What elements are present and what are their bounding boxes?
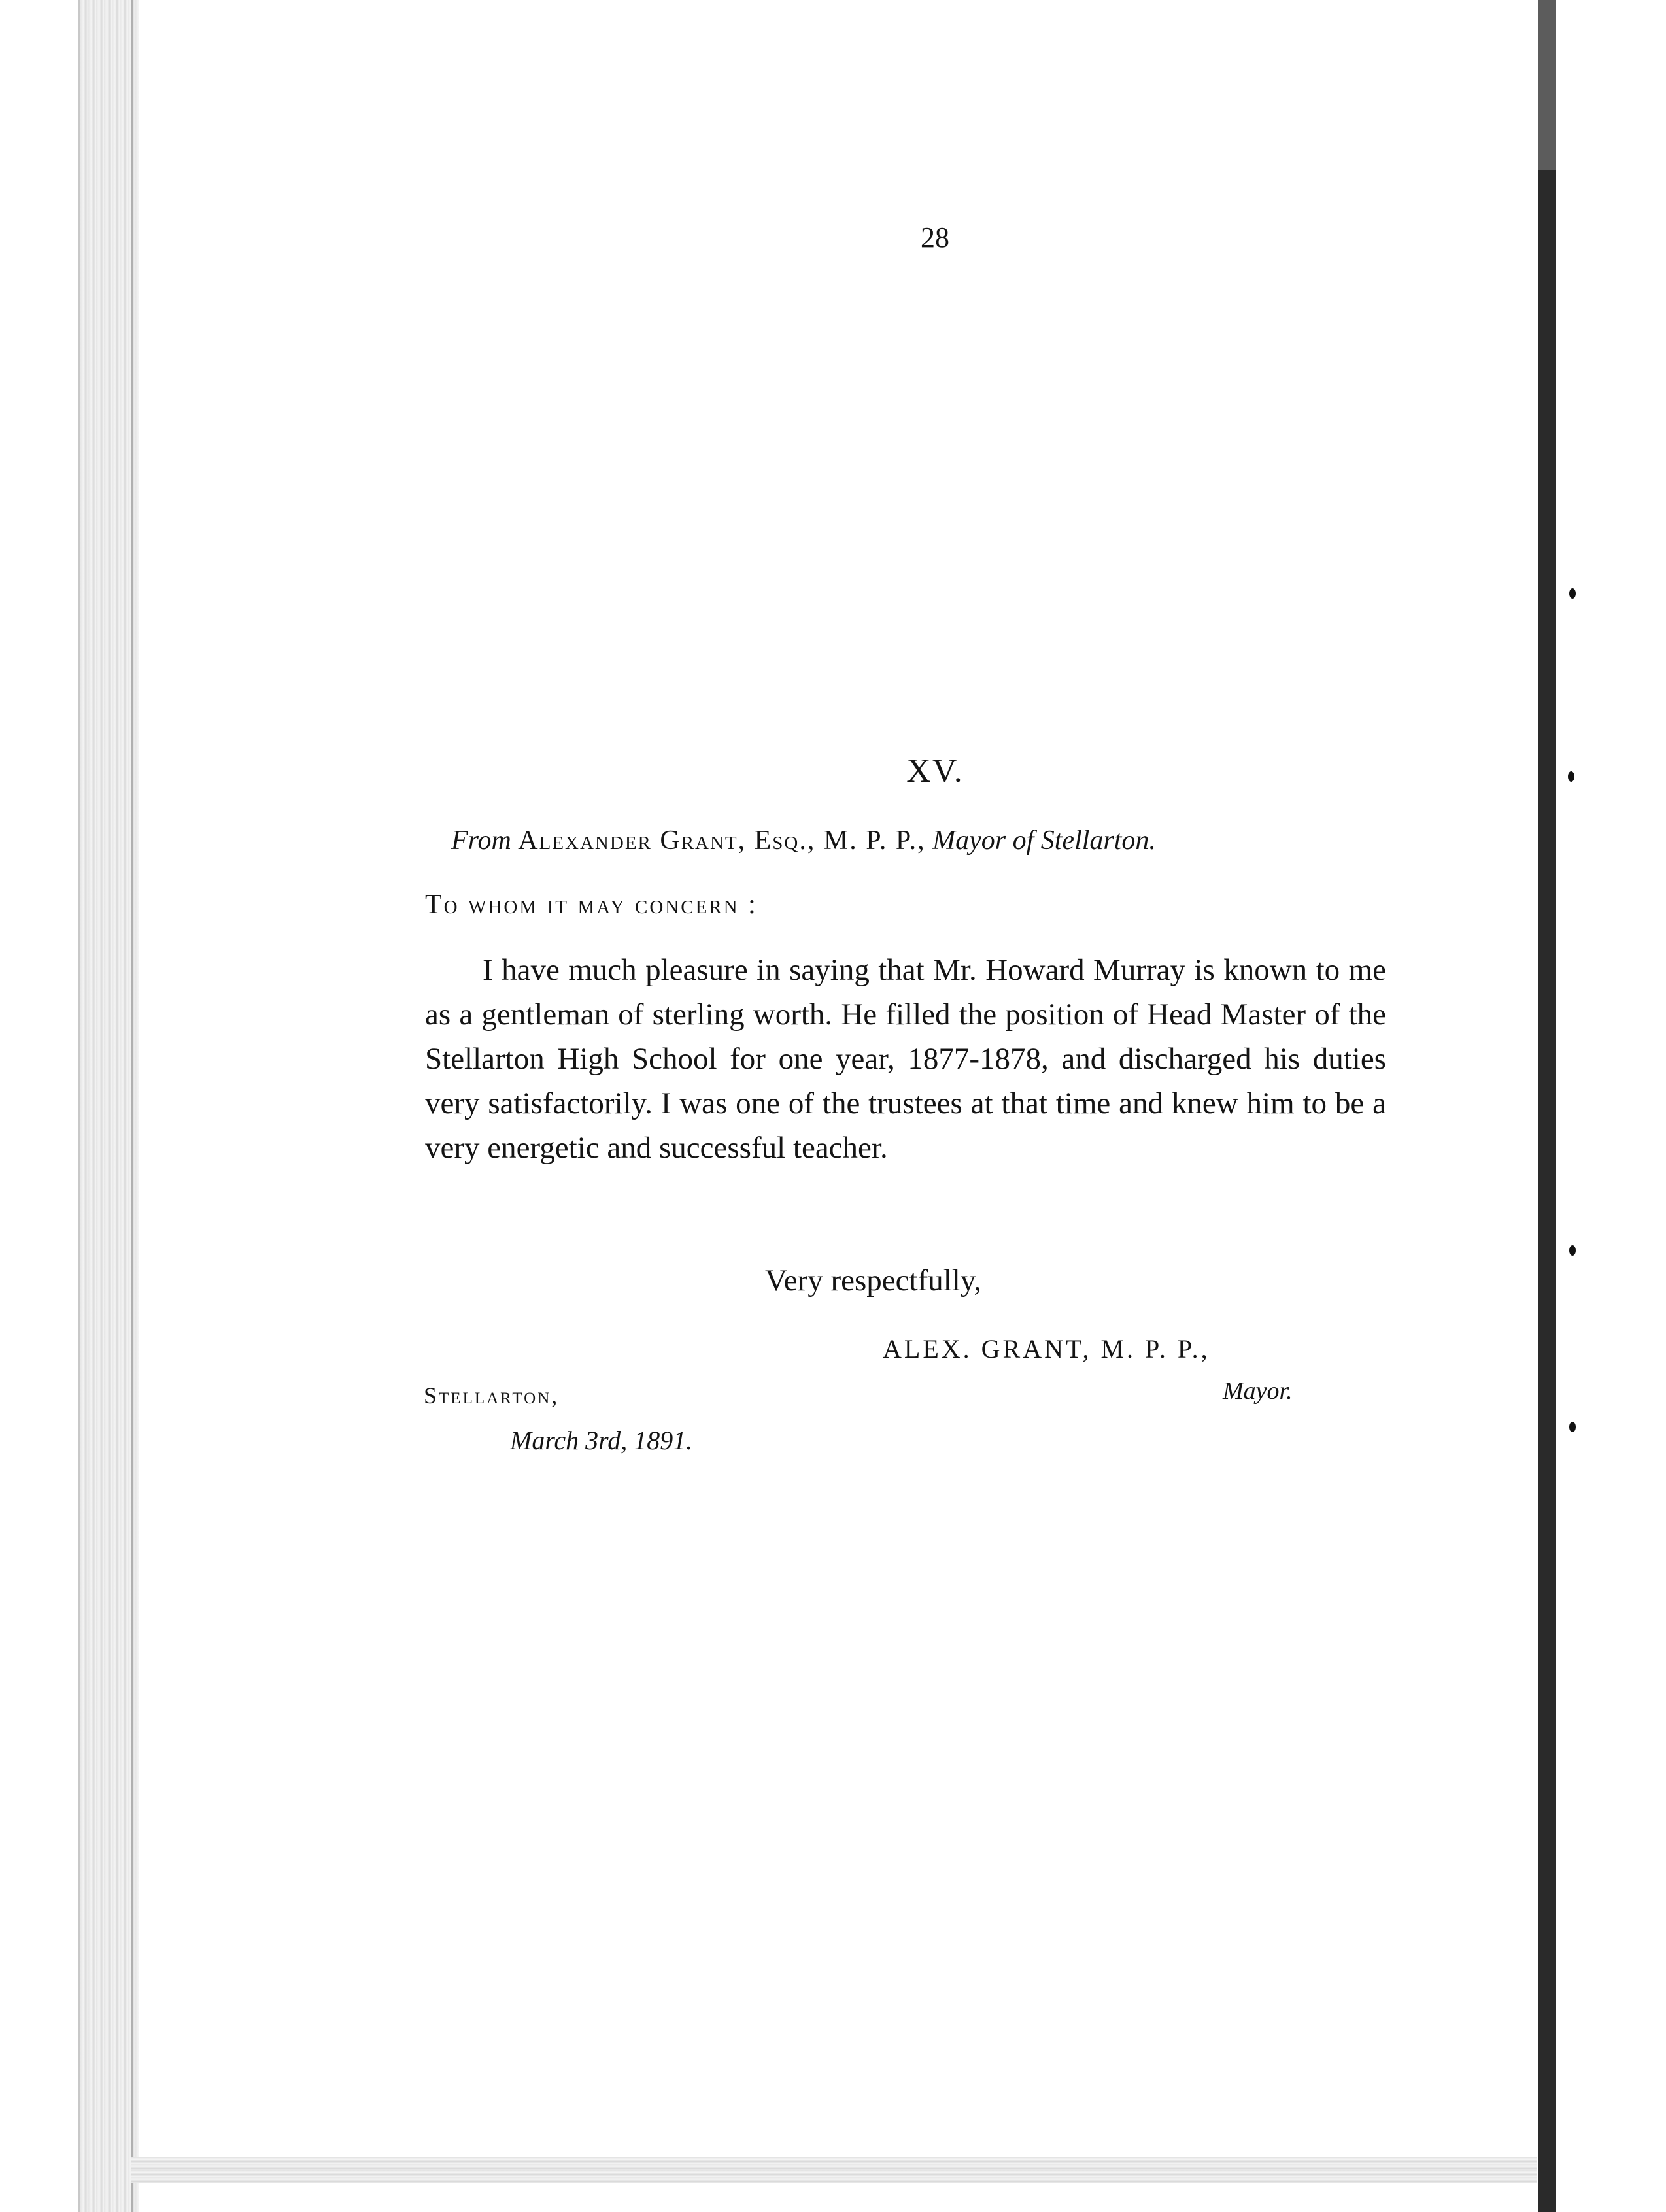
page-stack-bottom-edge	[131, 2157, 1537, 2183]
section-numeral: XV.	[906, 752, 964, 790]
scan-speck	[1568, 771, 1574, 782]
letter-source-line	[451, 825, 1393, 856]
salutation: To whom it may concern :	[425, 890, 758, 920]
binding-right-edge-top	[1538, 0, 1556, 170]
scan-speck	[1569, 1422, 1576, 1432]
closing: Very respectfully,	[765, 1264, 982, 1298]
gutter-line	[131, 0, 133, 2212]
author-title: Mayor of Stellarton.	[932, 826, 1156, 856]
page-number: 28	[921, 222, 949, 254]
binding-right-edge	[1538, 0, 1556, 2212]
from-prefix: From	[451, 826, 511, 856]
letter-date: March 3rd, 1891.	[510, 1426, 693, 1455]
letter-place: Stellarton,	[424, 1382, 560, 1409]
signature-title: Mayor.	[1223, 1377, 1293, 1405]
author-name: Alexander Grant, Esq., M. P. P.,	[518, 826, 926, 856]
signature-name: ALEX. GRANT, M. P. P.,	[883, 1334, 1210, 1364]
scan-speck	[1569, 1245, 1576, 1256]
scan-speck	[1569, 588, 1576, 599]
letter-body: I have much pleasure in saying that Mr. Howard Murray is known to me as a gentleman of sterling worth. He filled the position of Head Master of the Stellarton High School for one year, 1877-1878, and discharged his duties very satisfactorily. I was one of the trustees at that time and knew him to be a very energetic and successful teacher.	[425, 953, 1386, 1165]
